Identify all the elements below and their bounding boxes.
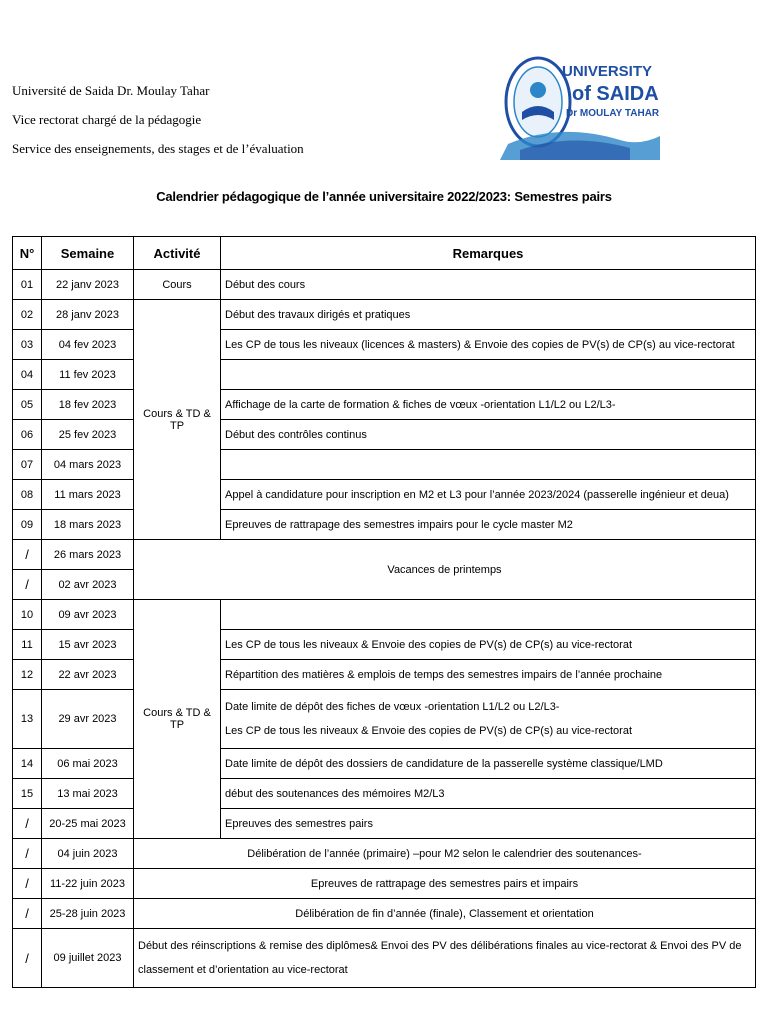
row-semaine: 04 juin 2023 xyxy=(42,839,134,869)
row-number: / xyxy=(13,929,42,988)
table-row xyxy=(13,600,756,630)
row-remarques: Affichage de la carte de formation & fiches de vœux -orientation L1/L2 ou L2/L3- xyxy=(221,390,756,420)
row-semaine: 09 juillet 2023 xyxy=(42,929,134,988)
logo-line-university: UNIVERSITY xyxy=(562,63,653,80)
row-semaine: 20-25 mai 2023 xyxy=(42,809,134,839)
table-row xyxy=(13,330,756,360)
row-remarques: Début des réinscriptions & remise des diplômes& Envoi des PV des délibérations finales au vice-rectorat & Envoi des PV de classement et d’orientation au vice-rectorat xyxy=(134,929,756,988)
header-activite: Activité xyxy=(134,237,221,270)
row-semaine: 18 mars 2023 xyxy=(42,510,134,540)
row-number: 01 xyxy=(13,270,42,300)
row-number: / xyxy=(13,899,42,929)
row-number: / xyxy=(13,869,42,899)
table-row xyxy=(13,839,756,869)
row-remarques: Délibération de fin d’année (finale), Classement et orientation xyxy=(134,899,756,929)
row-remarques: Les CP de tous les niveaux (licences & masters) & Envoie des copies de PV(s) de CP(s) au vice-rectorat xyxy=(221,330,756,360)
row-number: 09 xyxy=(13,510,42,540)
row-remarques: Epreuves des semestres pairs xyxy=(221,809,756,839)
table-row xyxy=(13,779,756,809)
row-semaine: 22 avr 2023 xyxy=(42,660,134,690)
row-number: 04 xyxy=(13,360,42,390)
row-remarques: Epreuves de rattrapage des semestres impairs pour le cycle master M2 xyxy=(221,510,756,540)
row-remarques: Répartition des matières & emplois de temps des semestres impairs de l’année prochaine xyxy=(221,660,756,690)
row-remarques: début des soutenances des mémoires M2/L3 xyxy=(221,779,756,809)
row-number: 11 xyxy=(13,630,42,660)
table-row xyxy=(13,480,756,510)
row-number: 13 xyxy=(13,690,42,749)
row-remarques: Date limite de dépôt des dossiers de candidature de la passerelle système classique/LMD xyxy=(221,749,756,779)
row-number: 03 xyxy=(13,330,42,360)
table-row xyxy=(13,929,756,988)
row-semaine: 18 fev 2023 xyxy=(42,390,134,420)
row-semaine: 04 mars 2023 xyxy=(42,450,134,480)
table-row xyxy=(13,869,756,899)
row-activite: Cours xyxy=(134,270,221,300)
table-row xyxy=(13,540,756,570)
institution-name: Université de Saida Dr. Moulay Tahar xyxy=(12,83,210,98)
row-activite: Cours & TD & TP xyxy=(134,600,221,839)
row-number: 08 xyxy=(13,480,42,510)
document-title: Calendrier pédagogique de l’année universitaire 2022/2023: Semestres pairs xyxy=(156,189,612,204)
logo-line-moulay: Dr MOULAY TAHAR xyxy=(566,108,660,119)
row-semaine: 13 mai 2023 xyxy=(42,779,134,809)
row-number: 12 xyxy=(13,660,42,690)
row-remarques: Délibération de l’année (primaire) –pour M2 selon le calendrier des soutenances- xyxy=(134,839,756,869)
logo-line-saida: of SAIDA xyxy=(572,83,659,105)
table-row xyxy=(13,420,756,450)
row-semaine: 29 avr 2023 xyxy=(42,690,134,749)
institution-header xyxy=(12,76,304,163)
row-semaine: 06 mai 2023 xyxy=(42,749,134,779)
university-logo xyxy=(500,52,660,160)
table-row xyxy=(13,630,756,660)
header-n: N° xyxy=(13,237,42,270)
row-remarques: Début des travaux dirigés et pratiques xyxy=(221,300,756,330)
row-remarques-vacances: Vacances de printemps xyxy=(134,540,756,600)
row-semaine: 09 avr 2023 xyxy=(42,600,134,630)
row-semaine: 11 mars 2023 xyxy=(42,480,134,510)
row-remarques xyxy=(221,450,756,480)
row-number: / xyxy=(13,809,42,839)
row-remarques: Les CP de tous les niveaux & Envoie des copies de PV(s) de CP(s) au vice-rectorat xyxy=(221,630,756,660)
row-number: / xyxy=(13,540,42,570)
row-number: 15 xyxy=(13,779,42,809)
table-row xyxy=(13,749,756,779)
table-row xyxy=(13,450,756,480)
row-number: 02 xyxy=(13,300,42,330)
row-remarques xyxy=(221,360,756,390)
table-row xyxy=(13,510,756,540)
row-remarques xyxy=(221,600,756,630)
table-row xyxy=(13,360,756,390)
service-line: Service des enseignements, des stages et de l’évaluation xyxy=(12,141,304,156)
row-remarques-line-1: Date limite de dépôt des fiches de vœux -orientation L1/L2 ou L2/L3- xyxy=(225,701,560,713)
table-row xyxy=(13,899,756,929)
row-remarques-line-2: Les CP de tous les niveaux & Envoie des copies de PV(s) de CP(s) au vice-rectorat xyxy=(225,725,632,737)
table-row xyxy=(13,690,756,749)
row-number: / xyxy=(13,839,42,869)
vice-rectorat-line: Vice rectorat chargé de la pédagogie xyxy=(12,112,202,127)
row-number: 06 xyxy=(13,420,42,450)
row-semaine: 02 avr 2023 xyxy=(42,570,134,600)
row-semaine: 15 avr 2023 xyxy=(42,630,134,660)
row-semaine: 11-22 juin 2023 xyxy=(42,869,134,899)
header-remarques: Remarques xyxy=(221,237,756,270)
row-semaine: 22 janv 2023 xyxy=(42,270,134,300)
row-remarques: Début des cours xyxy=(221,270,756,300)
row-remarques: Appel à candidature pour inscription en M2 et L3 pour l’année 2023/2024 (passerelle ingénieur et deua) xyxy=(221,480,756,510)
row-semaine: 25-28 juin 2023 xyxy=(42,899,134,929)
row-semaine: 11 fev 2023 xyxy=(42,360,134,390)
header-semaine: Semaine xyxy=(42,237,134,270)
row-semaine: 25 fev 2023 xyxy=(42,420,134,450)
row-semaine: 04 fev 2023 xyxy=(42,330,134,360)
calendar-table xyxy=(12,236,756,988)
row-remarques: Début des contrôles continus xyxy=(221,420,756,450)
row-semaine: 26 mars 2023 xyxy=(42,540,134,570)
table-row xyxy=(13,809,756,839)
row-number: 07 xyxy=(13,450,42,480)
row-activite: Cours & TD & TP xyxy=(134,300,221,540)
table-header-row xyxy=(13,237,756,270)
row-semaine: 28 janv 2023 xyxy=(42,300,134,330)
row-remarques: Epreuves de rattrapage des semestres pairs et impairs xyxy=(134,869,756,899)
table-row xyxy=(13,300,756,330)
row-number: / xyxy=(13,570,42,600)
row-remarques xyxy=(221,690,756,749)
row-number: 10 xyxy=(13,600,42,630)
table-row xyxy=(13,660,756,690)
row-number: 05 xyxy=(13,390,42,420)
table-row xyxy=(13,390,756,420)
row-number: 14 xyxy=(13,749,42,779)
table-row xyxy=(13,270,756,300)
